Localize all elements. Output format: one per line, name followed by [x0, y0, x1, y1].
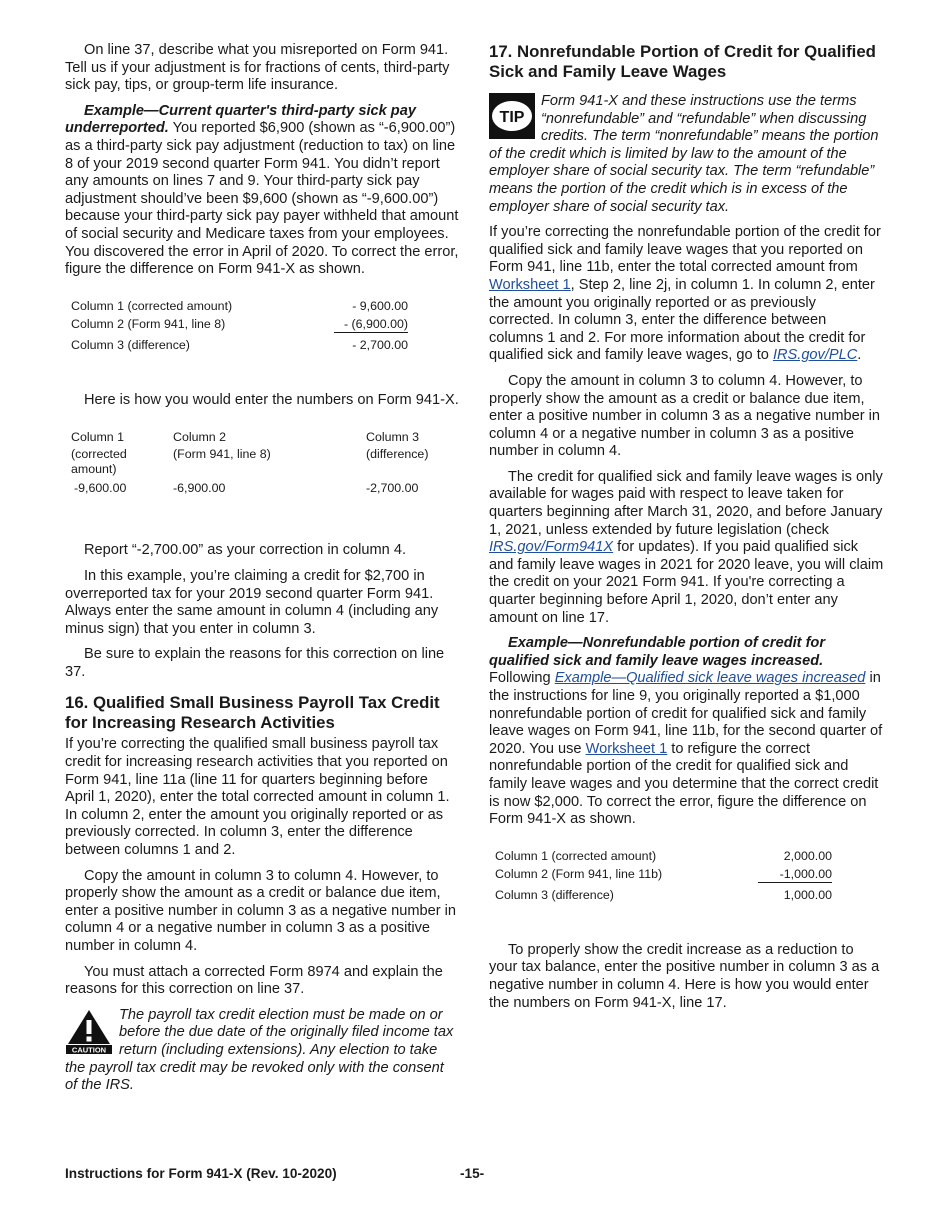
- difference-table: [65, 299, 408, 356]
- difference-table-2: [489, 849, 832, 906]
- grid-header-col3: Column 3: [366, 430, 420, 445]
- table-value: - 9,600.00: [352, 298, 408, 313]
- example-title: Example—Current quarter's third-party sick pay underreported.: [65, 102, 416, 137]
- table-row: [489, 867, 832, 885]
- table-value: - (6,900.00): [334, 317, 408, 333]
- section-16-copy-paragraph: Copy the amount in column 3 to column 4. However, to properly show the amount as a credit or balance due item, enter a positive number in column 3 as a negative number in column 4 or a negative number in column 3 as a positive number in column 4.: [65, 867, 457, 954]
- text-run: , Step 2, line 2j, in column 1. In column 2, enter the amount you originally reported or as previously corrected. In column 3, enter the difference between columns 1 and 2. For more information about the credit for qualified sick and family leave wages, go to: [489, 276, 875, 364]
- right-column: [489, 42, 884, 1020]
- table-value: 1,000.00: [783, 887, 832, 902]
- irs-plc-link[interactable]: IRS.gov/PLC: [772, 347, 858, 364]
- besure-paragraph: Be sure to explain the reasons for this correction on line 37.: [65, 646, 445, 680]
- example-body: You reported $6,900 (shown as “-6,900.00”) as a third-party sick pay adjustment (reduction to tax) on line 8 of your 2019 second quarter Form 941. You didn’t report any amounts on lines 7 and 9. Your third-party sick pay adjustment should’ve been $9,600 (shown as “-9,600.00”) because your third-party sick pay payer withheld that amount of social security and Medicare taxes from your employees. You discovered the error in April of 2020. To correct the error, figure the difference on Form 941-X as shown.: [65, 120, 459, 278]
- grid-value-col2: -6,900.00: [173, 481, 226, 496]
- worksheet-1-link-2[interactable]: Worksheet 1: [585, 740, 668, 757]
- left-column: [65, 42, 460, 1095]
- table-value: - 2,700.00: [352, 337, 408, 352]
- text-run: Following: [489, 670, 555, 687]
- table-value: -1,000.00: [758, 867, 832, 883]
- intro-paragraph: On line 37, describe what you misreported on Form 941. Tell us if your adjustment is for fractions of cents, third-party sick pay, tips, or group-term life insurance.: [65, 42, 450, 94]
- caution-text: The payroll tax credit election must be made on or before the due date of the originally filed income tax return (including extensions). Any election to take the payroll tax credit may be revoked only with the consent of the IRS.: [65, 1006, 454, 1094]
- table-row: [65, 317, 408, 335]
- table-value: 2,000.00: [783, 848, 832, 863]
- table-label: Column 3 (difference): [71, 337, 190, 352]
- section-16-heading: 16. Qualified Small Business Payroll Tax Credit for Increasing Research Activities: [65, 693, 440, 732]
- report-paragraph: Report “-2,700.00” as your correction in column 4.: [84, 542, 407, 559]
- example-paragraph: [65, 103, 460, 279]
- tip-label: TIP: [499, 109, 525, 126]
- text-run: in the instructions for line 9, you originally reported a $1,000 nonrefundable portion of credit for qualified sick and family leave wages on Form 941, line 11b, for the second quarter of 2020. You use: [489, 670, 883, 757]
- page-footer: [65, 1166, 885, 1186]
- text-run: If you’re correcting the nonrefundable portion of the credit for qualified sick and family leave wages that you reported on Form 941, line 11b, enter the total corrected amount from: [489, 224, 881, 276]
- example-sick-leave-link[interactable]: Example—Qualified sick leave wages increased: [554, 670, 866, 687]
- section-16-attach-paragraph: You must attach a corrected Form 8974 and explain the reasons for this correction on line 37.: [65, 963, 443, 998]
- grid-value-col3: -2,700.00: [366, 481, 419, 496]
- grid-sub-col1: (corrected amount): [71, 447, 127, 477]
- table-row: [65, 299, 408, 317]
- caution-note: [65, 1007, 460, 1095]
- here-paragraph: Here is how you would enter the numbers on Form 941-X.: [84, 391, 459, 408]
- grid-value-col1: -9,600.00: [74, 481, 127, 496]
- section-17-heading: 17. Nonrefundable Portion of Credit for Qualified Sick and Family Leave Wages: [489, 42, 876, 81]
- table-label: Column 2 (Form 941, line 8): [71, 316, 226, 331]
- footer-title: Instructions for Form 941-X (Rev. 10-2020): [65, 1166, 337, 1181]
- table-row: [489, 849, 832, 867]
- section-17-availability-paragraph: [489, 469, 884, 627]
- caution-icon: [65, 1007, 113, 1055]
- tip-text: Form 941-X and these instructions use the terms “nonrefundable” and “refundable” when discussing credits. The term “nonrefundable” means the portion of the credit which is limited by law to the amount of the employer share of social security tax. The term “refundable” means the portion of the credit which is in excess of the employer share of social security tax.: [489, 93, 879, 215]
- grid-sub-col2: (Form 941, line 8): [173, 447, 271, 462]
- table-label: Column 3 (difference): [495, 887, 614, 902]
- page-number: -15-: [460, 1166, 485, 1181]
- section-17-paragraph: [489, 224, 884, 365]
- text-run: to refigure the correct nonrefundable portion of the credit for qualified sick and family leave wages and you determine that the correct credit is now $2,000. To correct the error, figure the difference on Form 941-X as shown.: [489, 740, 879, 828]
- claim-paragraph: In this example, you’re claiming a credit for $2,700 in overreported tax for your 2019 second quarter Form 941. Always enter the same amount in column 4 (including any minus sign) that you enter in column 3.: [65, 567, 439, 637]
- caution-label: CAUTION: [71, 1045, 107, 1055]
- grid-header-col2: Column 2: [173, 430, 227, 445]
- section-17-copy-paragraph: Copy the amount in column 3 to column 4. However, to properly show the amount as a credit or balance due item, enter a positive number in column 3 as a negative number in column 4 or a negative number in column 3 as a positive number in column 4.: [489, 372, 881, 460]
- tip-note: [489, 93, 884, 216]
- grid-sub-col3: (difference): [366, 447, 429, 462]
- irs-form941x-link[interactable]: IRS.gov/Form941X: [489, 539, 614, 556]
- table-row: [489, 888, 832, 906]
- text-run: for updates). If you paid qualified sick and family leave wages in 2021 for 2020 leave, you will claim the credit on your 2021 Form 941. If you're correcting a quarter beginning before April 1, 2020, don’t enter any amount on line 17.: [489, 539, 884, 626]
- example-2-paragraph: [489, 635, 884, 829]
- table-label: Column 1 (corrected amount): [495, 848, 657, 863]
- example-2-title: Example—Nonrefundable portion of credit for qualified sick and family leave wages increased.: [489, 635, 826, 669]
- section-16-paragraph: If you’re correcting the qualified small business payroll tax credit for increasing research activities that you reported on Form 941, line 11a (line 11 for quarters beginning before April 1, 2020), enter the total corrected amount in column 1. In column 2, enter the amount you originally reported or as previously corrected. In column 3, enter the difference between columns 1 and 2.: [65, 736, 450, 859]
- entry-grid: [65, 430, 460, 518]
- worksheet-1-link[interactable]: Worksheet 1: [489, 276, 571, 293]
- table-label: Column 1 (corrected amount): [71, 298, 233, 313]
- grid-header-col1: Column 1: [71, 430, 125, 445]
- closing-paragraph: To properly show the credit increase as a reduction to your tax balance, enter the positive number in column 3 as a negative number in column 4. Here is how you would enter the numbers on Form 941-X, line 17.: [489, 941, 880, 1011]
- text-run: .: [857, 347, 862, 364]
- tip-icon: [489, 93, 535, 139]
- text-run: The credit for qualified sick and family leave wages is only available for wages paid with respect to leave taken for quarters beginning after March 31, 2020, and before January 1, 2021, unless extended by future legislation (check: [489, 468, 883, 538]
- table-row: [65, 338, 408, 356]
- table-label: Column 2 (Form 941, line 11b): [495, 866, 663, 881]
